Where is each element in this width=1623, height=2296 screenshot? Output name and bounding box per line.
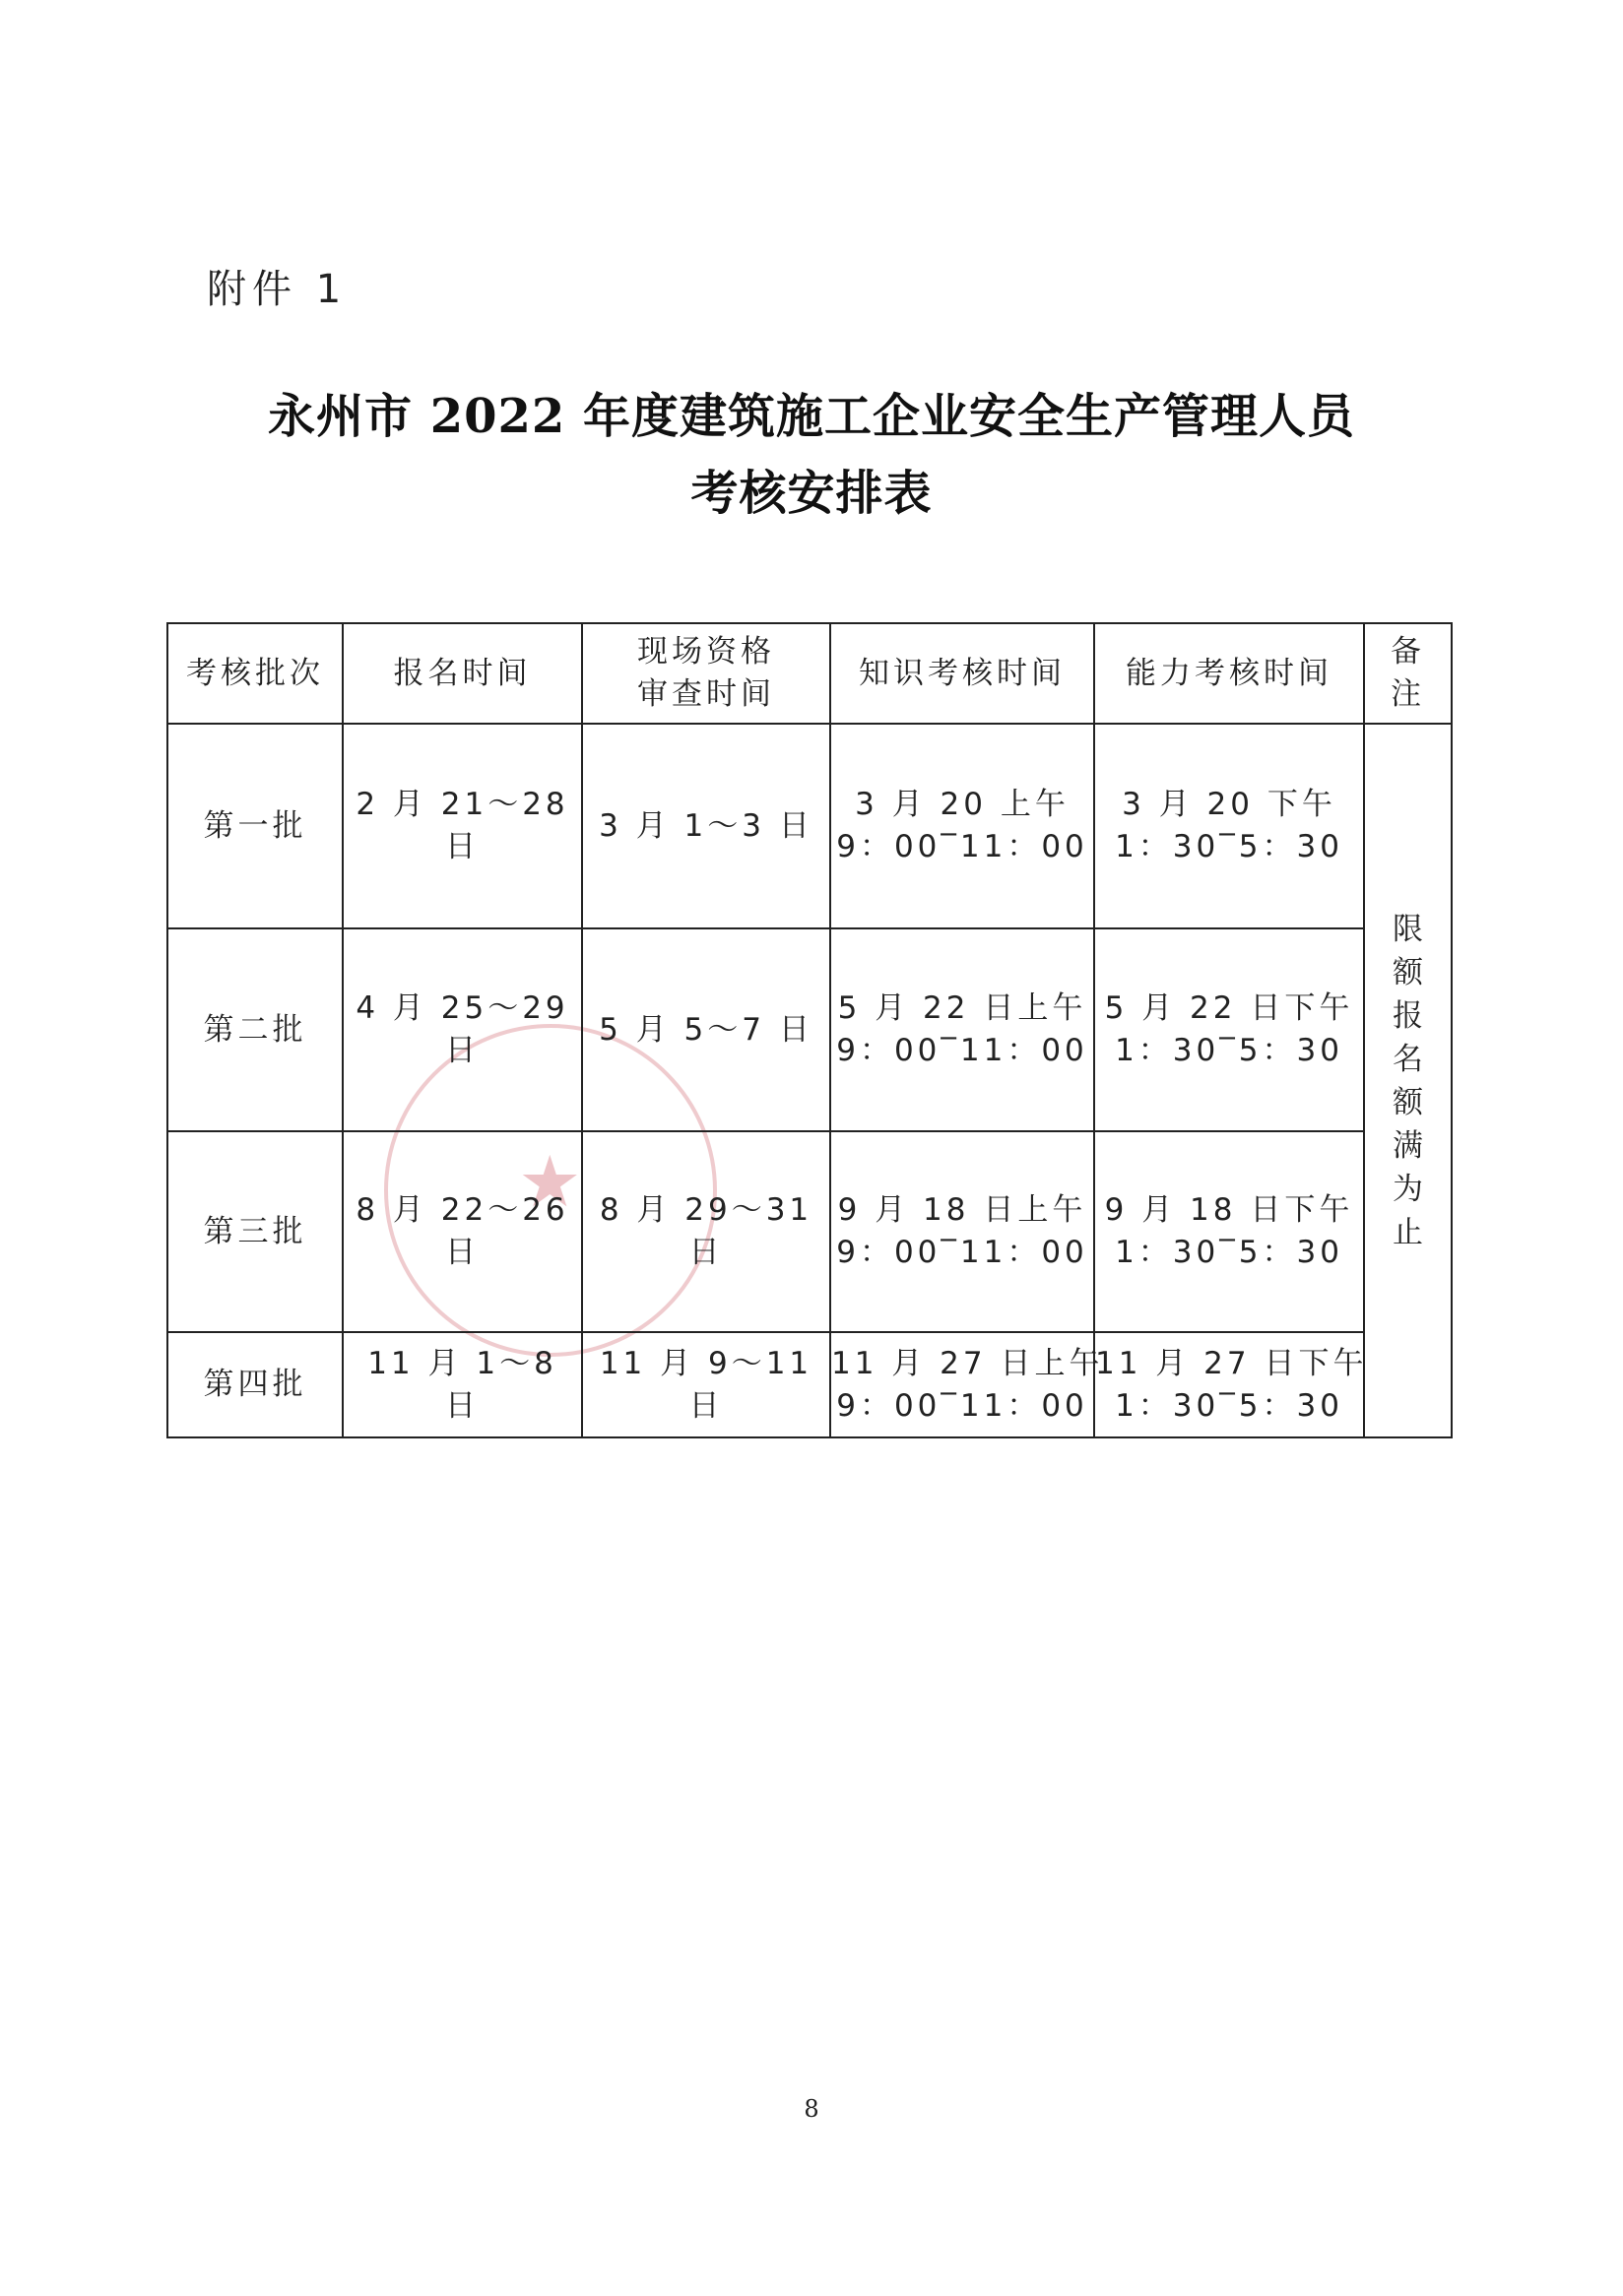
seal-star-icon: ★ [518, 1140, 582, 1223]
header-ability: 能力考核时间 [1094, 623, 1364, 724]
review-cell: 3 月 1～3 日 [582, 724, 830, 928]
header-batch: 考核批次 [167, 623, 343, 724]
review-cell: 5 月 5～7 日 [582, 928, 830, 1131]
attachment-label: 附件 1 [207, 267, 348, 312]
ability-cell: 9 月 18 日下午 1：30‾5：30 [1094, 1131, 1364, 1332]
document-title-line1: 永州市 2022 年度建筑施工企业安全生产管理人员 [267, 389, 1356, 444]
table-row [167, 1131, 1452, 1332]
header-registration: 报名时间 [343, 623, 582, 724]
knowledge-cell: 9 月 18 日上午 9：00‾11：00 [830, 1131, 1094, 1332]
knowledge-cell: 11 月 27 日上午 9：00‾11：00 [830, 1332, 1094, 1437]
batch-cell: 第二批 [167, 928, 343, 1131]
review-cell: 11 月 9～11 日 [582, 1332, 830, 1437]
batch-cell: 第三批 [167, 1131, 343, 1332]
review-cell: 8 月 29～31 日 [582, 1131, 830, 1332]
ability-cell: 5 月 22 日下午 1：30‾5：30 [1094, 928, 1364, 1131]
header-review: 现场资格 审查时间 [582, 623, 830, 724]
ability-cell: 11 月 27 日下午 1：30‾5：30 [1094, 1332, 1364, 1437]
table-header-row [167, 623, 1452, 724]
page-number: 8 [804, 2095, 819, 2123]
knowledge-cell: 3 月 20 上午 9：00‾11：00 [830, 724, 1094, 928]
batch-cell: 第四批 [167, 1332, 343, 1437]
header-remark: 备 注 [1364, 623, 1452, 724]
registration-cell: 4 月 25～29 日 [343, 928, 582, 1131]
batch-cell: 第一批 [167, 724, 343, 928]
knowledge-cell: 5 月 22 日上午 9：00‾11：00 [830, 928, 1094, 1131]
registration-cell: 11 月 1～8 日 [343, 1332, 582, 1437]
remark-cell: 限额报名额满为止 [1364, 724, 1452, 1437]
header-knowledge: 知识考核时间 [830, 623, 1094, 724]
registration-cell: 2 月 21～28 日 [343, 724, 582, 928]
table-row [167, 928, 1452, 1131]
table-row [167, 724, 1452, 928]
registration-cell: 8 月 22～26 日 [343, 1131, 582, 1332]
table-row [167, 1332, 1452, 1437]
document-title-line2: 考核安排表 [690, 466, 933, 521]
schedule-table [166, 622, 1453, 1438]
ability-cell: 3 月 20 下午 1：30‾5：30 [1094, 724, 1364, 928]
